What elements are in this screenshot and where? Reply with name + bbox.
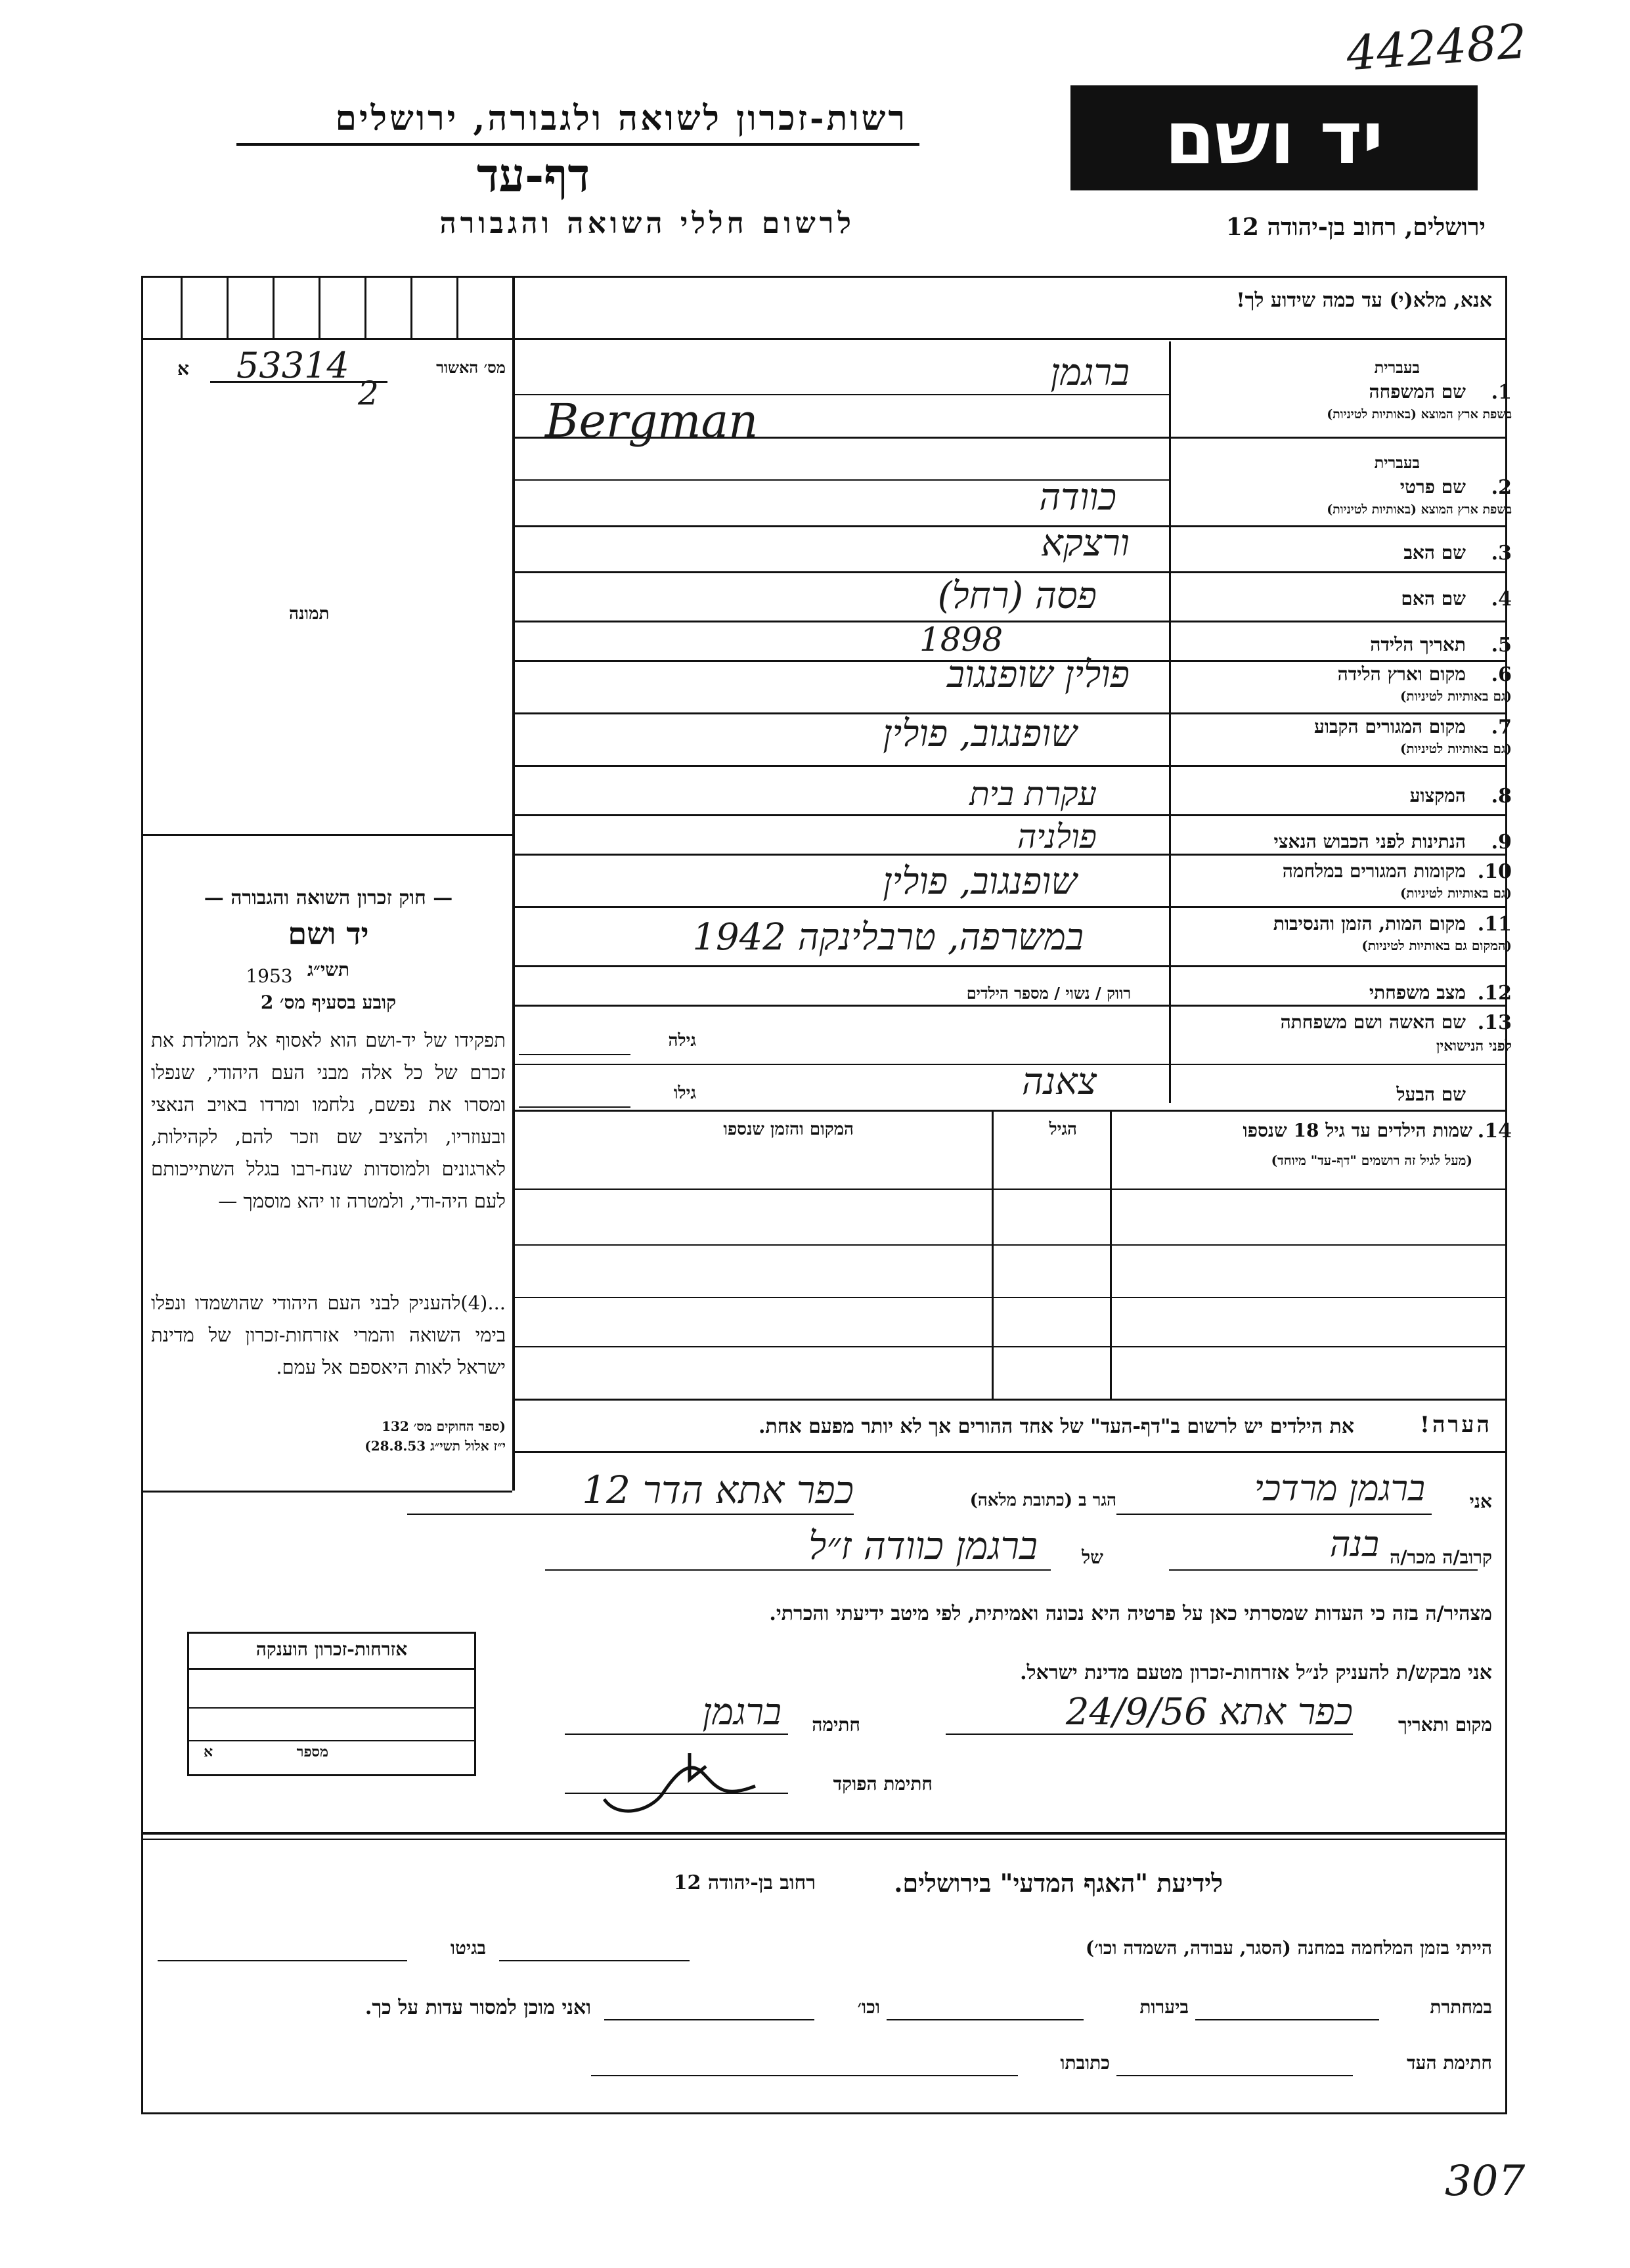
field-husband-value: צאנה xyxy=(1022,1060,1097,1103)
official-signature-label: חתימת הפוקד xyxy=(833,1773,933,1795)
fill-all-note: אנא, מלא(י) עד כמה שידוע לך! xyxy=(1236,289,1492,312)
children-row-5 xyxy=(512,1399,1507,1401)
field-13-label: שם האשה ושם משפחתה xyxy=(1280,1011,1466,1033)
field-10-value: שופנגוב, פולין xyxy=(883,860,1077,903)
bottom-address: רחוב בן-יהודה 12 xyxy=(673,1871,816,1894)
bottom-line2c: וכו׳ xyxy=(857,1996,880,2018)
row-line-9 xyxy=(512,765,1507,767)
declarant-ani: אני xyxy=(1469,1491,1492,1512)
row-line-13 xyxy=(512,965,1507,967)
field-2-sub: בשפת ארץ המוצא (באותיות לטיניות) xyxy=(1327,502,1512,517)
logo-text: יד ושם xyxy=(1164,96,1384,180)
bottom-line2d: ואני מוכן למסור עדות על כך. xyxy=(364,1996,591,2019)
citizenship-number-prefix: א xyxy=(204,1743,213,1760)
field-11-value: במשרפה, טרבלינקה 1942 xyxy=(692,916,1084,959)
record-prefix: א xyxy=(177,358,189,380)
bottom-line2a: במחתרת xyxy=(1430,1996,1492,2018)
bottom-section-rule-2 xyxy=(141,1839,1507,1840)
law-ref-2: י״ז אלול תשי״ג 28.8.53) xyxy=(364,1438,506,1454)
bottom-line3b: כתובתו xyxy=(1060,2052,1110,2074)
form-subtitle: לרשום חללי השואה והגבורה xyxy=(439,207,855,240)
children-row-1 xyxy=(512,1189,1507,1190)
row-line-10 xyxy=(512,814,1507,816)
relation-value: בנה xyxy=(1329,1523,1379,1565)
children-row-3 xyxy=(512,1297,1507,1298)
row-line-14 xyxy=(512,1005,1507,1007)
field-1-num: 1. xyxy=(1491,381,1512,404)
left-col-separator xyxy=(512,276,515,1491)
record-value-2: 2 xyxy=(358,374,379,412)
field-4-num: 4. xyxy=(1491,588,1512,611)
field-8-label: המקצוע xyxy=(1409,785,1466,806)
law-year: 1953 xyxy=(246,965,293,987)
place-date-value: כפר אתא 24/9/56 xyxy=(1065,1691,1353,1734)
field-10-label: מקומות המגורים במלחמה xyxy=(1282,860,1466,882)
field-5-value: 1898 xyxy=(919,621,1003,659)
relative-label: קרוב/ה מכר/ה xyxy=(1390,1546,1492,1568)
citizenship-rule-2 xyxy=(187,1740,476,1741)
children-row-2 xyxy=(512,1244,1507,1246)
field-7-value: שופנגוב, פולין xyxy=(883,712,1077,755)
declarant-address-value: כפר אתא הדר 12 xyxy=(582,1468,854,1512)
bottom-line2-blank3 xyxy=(604,2019,814,2020)
field-13-sub: לפני הנישואין xyxy=(1436,1037,1512,1055)
law-title: — חוק זכרון השואה והגבורה — xyxy=(204,886,453,909)
bottom-line1-blank2 xyxy=(158,1960,407,1961)
field-8-num: 8. xyxy=(1491,785,1512,808)
field-4-value: פסה (רחל) xyxy=(937,575,1097,617)
children-col-place: המקום והזמן שנספו xyxy=(723,1120,854,1139)
field-husband-label: שם הבעל xyxy=(1396,1083,1466,1105)
request-text: אני מבקש/ת להעניק לנ״ל אזרחות-זכרון מטעם מדינת ישראל. xyxy=(1020,1661,1492,1684)
bottom-section-rule xyxy=(141,1832,1507,1835)
field-12-num: 12. xyxy=(1477,982,1512,1005)
law-text-2: ...(4)להעניק לבני העם היהודי שהושמדו ונפלו בימי השואה והמרי אזרחות-זכרון של מדינת ישראל לאות היאספם אל עמם. xyxy=(151,1292,506,1378)
bottom-line1-blank1 xyxy=(499,1960,690,1961)
note-bottom-rule xyxy=(512,1451,1507,1453)
field-7-label: מקום המגורים הקבוע xyxy=(1314,716,1466,737)
official-signature-scribble xyxy=(591,1740,762,1819)
field-husband-age-line xyxy=(519,1106,630,1108)
field-2-num: 2. xyxy=(1491,476,1512,499)
declare-text: מצהיר/ה בזה כי העדות שמסרתי כאן על פרטיה היא נכונה ואמיתית, לפי מיטב ידיעתי והכרתי. xyxy=(769,1602,1492,1625)
row-line-6 xyxy=(512,621,1507,622)
children-num: 14. xyxy=(1477,1120,1512,1143)
of-line xyxy=(545,1569,1051,1571)
yad-vashem-logo xyxy=(1070,85,1478,190)
field-2-value: כוודה xyxy=(1039,476,1116,519)
field-13-age-label: גילה xyxy=(668,1031,696,1051)
field-1-value: ברגמן xyxy=(1050,351,1130,394)
law-text: תפקידו של יד-ושם הוא לאסוף אל המולדת את זכרם של כל אלה מבני העם היהודי, שנפלו ומסרו את נפשם, נלחמו ומרדו באויב הנאצי ובעוזריו, ולהציב שם וזכר להם, לקהילות, לארגונים ולמוסדות שנח-רבו בגלל השתייכותם לעם היה-ודי, ולמטרה זו יהא מוסמך — xyxy=(151,1029,506,1212)
form-title: דף-עד xyxy=(476,148,590,202)
header-underline xyxy=(236,143,919,146)
law-year-heb: תשי״ג xyxy=(307,959,350,980)
bottom-line2b: ביערות xyxy=(1139,1996,1189,2018)
field-husband-age-label: גילו xyxy=(673,1083,696,1103)
field-5-num: 5. xyxy=(1491,634,1512,657)
citizenship-title-rule xyxy=(187,1668,476,1670)
field-7-sub: (גם באותיות לטיניות) xyxy=(1399,741,1512,756)
row-line-5 xyxy=(512,571,1507,573)
row-line-12 xyxy=(512,906,1507,908)
place-date-line xyxy=(946,1734,1353,1735)
record-label: מס׳ האשור xyxy=(436,358,506,377)
bottom-line1b: בגיטו xyxy=(450,1937,486,1959)
field-2-heb-tag: בעברית xyxy=(1374,453,1420,472)
field-11-label: מקום המות, הזמן והנסיבות xyxy=(1273,913,1466,934)
field-6-label: מקום וארץ הלידה xyxy=(1337,663,1466,685)
field-1-sub: בשפת ארץ המוצא (באותיות לטיניות) xyxy=(1327,407,1512,422)
bottom-line3a: חתימת העד xyxy=(1407,2052,1492,2074)
children-col-sep-2 xyxy=(992,1110,994,1399)
field-3-num: 3. xyxy=(1491,542,1512,565)
tick-boxes xyxy=(141,276,512,340)
note-label: הערה! xyxy=(1420,1412,1492,1438)
law-ref-1: (ספר החוקים מס׳ 132 xyxy=(382,1418,506,1434)
field-4-label: שם האם xyxy=(1401,588,1466,609)
bottom-line1a: הייתי בזמן המלחמה במחנה (הסגר, עבודה, השמדה וכו׳) xyxy=(1085,1937,1492,1959)
field-13-num: 13. xyxy=(1477,1011,1512,1034)
signature-line xyxy=(565,1734,788,1735)
declarant-name-line xyxy=(1116,1514,1432,1515)
children-label: שמות הילדים עד גיל 18 שנספו xyxy=(1243,1120,1472,1141)
record-value: 53314 xyxy=(236,345,349,386)
law-name: יד ושם xyxy=(288,916,369,951)
citizenship-rule-1 xyxy=(187,1707,476,1709)
signature-value: ברגמן xyxy=(702,1691,782,1734)
field-9-value: פולניה xyxy=(1017,818,1097,856)
relation-of: של xyxy=(1082,1546,1103,1568)
relation-line xyxy=(1169,1569,1478,1571)
place-date-label: מקום ותאריך xyxy=(1398,1714,1492,1735)
children-col-sep-1 xyxy=(1110,1110,1112,1399)
page-number: 307 xyxy=(1445,2157,1526,2206)
citizenship-title: אזרחות-זכרון הוענקה xyxy=(255,1638,408,1660)
bottom-line3-blank1 xyxy=(1116,2075,1353,2076)
field-6-value: פולין שופנגוב xyxy=(947,653,1130,696)
field-9-label: הנתינות לפני הכבוש הנאצי xyxy=(1273,831,1466,852)
law-section: קובע בסעיף מס׳ 2 xyxy=(260,992,397,1013)
field-2-label: שם פרטי xyxy=(1399,476,1466,498)
children-col-age: הגיל xyxy=(1049,1120,1077,1139)
field-10-num: 10. xyxy=(1477,860,1512,883)
field-10-sub: (גם באותיות לטיניות) xyxy=(1399,885,1512,901)
field-11-num: 11. xyxy=(1477,913,1512,936)
header-address: ירושלים, רחוב בן-יהודה 12 xyxy=(1225,213,1486,241)
field-9-num: 9. xyxy=(1491,831,1512,854)
declarant-address-line xyxy=(407,1514,854,1515)
declarant-resides: הגר ב (כתובת מלאה) xyxy=(969,1491,1116,1510)
field-1-heb-tag: בעברית xyxy=(1374,358,1420,377)
field-6-num: 6. xyxy=(1491,663,1512,686)
field-11-sub: (המקום גם באותיות לטיניות) xyxy=(1361,938,1512,953)
field-6-sub: (גם באותיות לטיניות) xyxy=(1399,688,1512,704)
bottom-title: לידיעת "האגף המדעי" בירושלים. xyxy=(894,1868,1223,1898)
header-authority: רשות-זכרון לשואה ולגבורה, ירושלים xyxy=(335,98,908,139)
bottom-line2-blank2 xyxy=(887,2019,1084,2020)
field-7-num: 7. xyxy=(1491,716,1512,739)
bottom-line3-blank2 xyxy=(591,2075,1018,2076)
photo-label: תמונה xyxy=(289,604,330,624)
field-1-label: שם המשפחה xyxy=(1369,381,1466,403)
field-8-value: עקרת בית xyxy=(969,775,1097,813)
law-top-rule xyxy=(141,834,512,836)
row-line-16 xyxy=(512,1110,1507,1112)
declarant-name-value: ברגמן מרדכי xyxy=(1254,1468,1425,1509)
of-value: ברגמן כוודה ז״ל xyxy=(808,1523,1038,1568)
note-text: את הילדים יש לרשום ב"דף-העד" של אחד ההורים אך לא יותר מפעם אחת. xyxy=(758,1415,1354,1438)
field-12-sub-inline: רווק / נשוי / מספר הילדים xyxy=(966,984,1131,1003)
signature-label: חתימה xyxy=(812,1714,860,1735)
field-5-label: תאריך הלידה xyxy=(1370,634,1466,655)
children-row-4 xyxy=(512,1346,1507,1347)
field-13-age-line xyxy=(519,1054,630,1055)
citizenship-number-label: מספר xyxy=(296,1743,328,1760)
top-form-rule xyxy=(512,338,1507,340)
children-sub: (מעל לגיל זה רושמים "דף-עד" מיוחד) xyxy=(1271,1152,1472,1168)
field-3-value: ורצקא xyxy=(1041,522,1130,565)
field-1-value-latin: Bergman xyxy=(545,394,759,448)
field-3-label: שם האב xyxy=(1403,542,1466,563)
bottom-line2-blank1 xyxy=(1195,2019,1379,2020)
field-12-label: מצב משפחתי xyxy=(1369,982,1466,1003)
corner-number: 442482 xyxy=(1344,13,1529,81)
